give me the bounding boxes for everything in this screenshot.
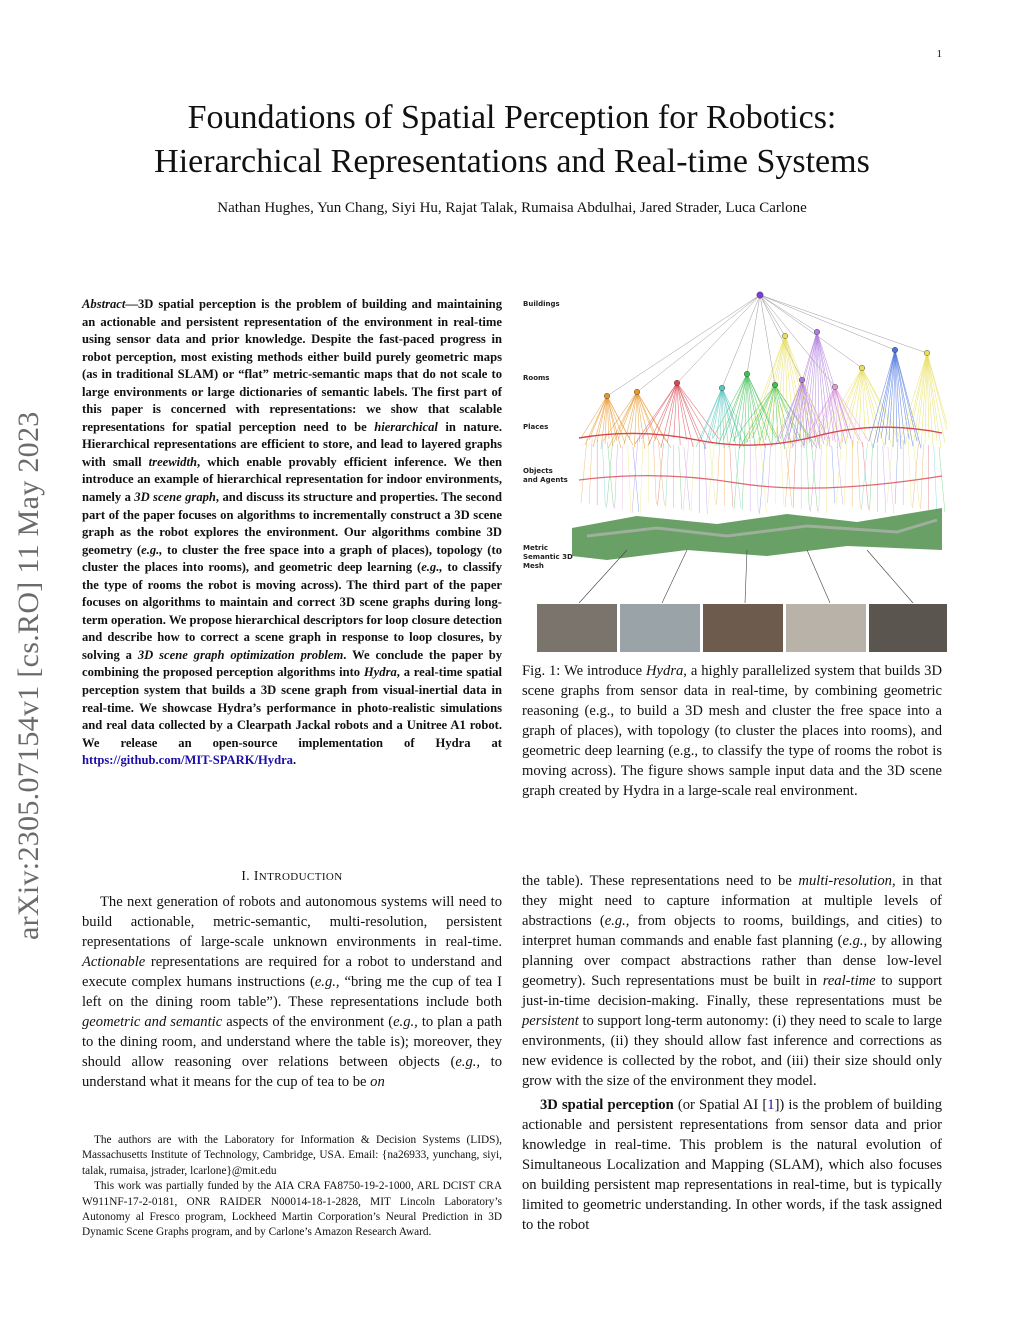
abstract-emphasis: Hydra: [363, 665, 397, 680]
body-emphasis: Actionable: [82, 954, 146, 970]
sample-image: [703, 604, 783, 652]
layer-label-rooms: Rooms: [523, 374, 550, 382]
place-object-edge: [819, 444, 822, 513]
photo-connector: [867, 550, 913, 603]
building-room-edge: [637, 295, 760, 392]
body-emphasis: e.g.,: [393, 1014, 418, 1030]
place-object-edge: [888, 447, 894, 514]
body-text: to support long-term autonomy: (i) they need to scale to large environments, (ii) they should allow fast inference and corrections as new evidence is collected by the robot, and (iii) their size should only grow with the size of the environment they model.: [522, 1013, 942, 1089]
github-link[interactable]: https://github.com/MIT-SPARK/Hydra: [82, 753, 293, 768]
abstract-emphasis: e.g.,: [141, 542, 163, 557]
room-place-edge: [619, 392, 637, 438]
arxiv-identifier: arXiv:2305.07154v1 [cs.RO] 11 May 2023: [12, 411, 45, 940]
section-heading-introduction: [82, 868, 502, 884]
caption-emphasis: Hydra: [646, 663, 684, 679]
room-place-edge: [704, 388, 722, 449]
place-object-edge: [709, 443, 715, 504]
building-room-edge: [760, 295, 817, 332]
building-node: [757, 292, 763, 298]
abstract-emphasis: treewidth: [148, 454, 197, 469]
abstract-text: , which enable provably efficient inference. We then introduce an example of hierarchical representation for indoor environments, namely a: [82, 454, 502, 505]
abstract-emphasis: 3D scene graph optimization problem: [137, 647, 344, 662]
abstract-emphasis: 3D scene graph: [134, 490, 216, 505]
footnotes: [82, 1133, 502, 1241]
room-node: [744, 371, 750, 377]
body-emphasis: e.g.,: [314, 974, 340, 990]
body-text: by allowing planning over compact abstractions rather than dense low-level geometry). Such representations must be built in: [522, 933, 942, 989]
abstract-text: , a real-time spatial perception system that builds a 3D scene graph from visual-inertial data in real-time. We showcase Hydra’s performance in photo-realistic simulations and real data collected by a Clearpath Jackal robots and a Unitree A1 robot. We release an open-source implementation of Hydra at: [82, 665, 503, 750]
abstract-emphasis: hierarchical: [374, 419, 438, 434]
place-object-edge: [786, 447, 792, 506]
place-object-edge: [679, 446, 682, 509]
body-text: to understand what it means for the cup of tea to be: [82, 1054, 503, 1090]
room-place-edge: [654, 383, 677, 441]
introduction-right-column: [522, 871, 942, 1235]
room-place-edge: [901, 353, 927, 438]
room-place-edge: [877, 350, 895, 443]
photo-connector: [807, 550, 830, 603]
place-object-edge: [832, 446, 835, 503]
building-room-edge: [760, 295, 775, 385]
place-object-edge: [717, 444, 720, 505]
place-object-edge: [883, 446, 886, 513]
place-object-edge: [793, 439, 796, 508]
body-emphasis: real-time: [822, 973, 876, 989]
place-object-edge: [640, 439, 643, 514]
paragraph: [522, 871, 942, 1091]
body-emphasis: multi-resolution: [798, 873, 892, 889]
body-text: to plan a path to the dining room, and understand where the table is); moreover, they should allow reasoning over relations between objects (: [82, 1014, 502, 1070]
room-place-edge: [677, 383, 700, 442]
sample-image: [620, 604, 700, 652]
room-node: [674, 380, 680, 386]
building-room-edge: [607, 295, 760, 396]
room-place-edge: [743, 336, 785, 447]
room-place-edge: [661, 383, 677, 448]
room-node: [859, 365, 865, 371]
sample-image: [537, 604, 617, 652]
building-room-edge: [760, 295, 802, 380]
figure-caption: [522, 661, 942, 801]
abstract-text: , and discuss its structure and properties. The second part of the paper focuses on algorithms to incrementally construct a 3D scene graph as the robot explores the environment. Our algorithms combine 3D geometry (: [82, 490, 502, 557]
place-object-edge: [658, 443, 664, 506]
room-node: [892, 347, 898, 353]
room-place-edge: [776, 380, 802, 444]
abstract-text: .: [292, 753, 297, 768]
paragraph: [522, 1095, 942, 1235]
body-emphasis: geometric and semantic: [82, 1014, 223, 1030]
title-line-1: Foundations of Spatial Perception for Robotics:: [187, 99, 837, 136]
place-object-edge: [607, 443, 613, 508]
layer-label-buildings: Buildings: [523, 300, 560, 308]
place-object-edge: [760, 443, 766, 514]
scene-graph-illustration: [517, 288, 947, 653]
abstract-text: to classify the type of rooms the robot is moving across). The third part of the paper focuses on algorithms to maintain and correct 3D scene graphs during long-term operation. We propose hierarchical descriptors for loop closure detection and describe how to correct a scene graph in response to loop closures, by solving a: [82, 560, 502, 662]
place-object-edge: [602, 441, 605, 506]
room-node: [814, 329, 820, 335]
room-place-edge: [641, 383, 677, 439]
place-object-edge: [806, 441, 809, 510]
room-place-edge: [729, 374, 747, 447]
place-object-edge: [844, 439, 847, 506]
layer-label-mesh: Metric Semantic 3D Mesh: [523, 544, 573, 570]
body-emphasis: persistent: [522, 1013, 579, 1029]
footnote-affiliation: The authors are with the Laboratory for Information & Decision Systems (LIDS), Massachusetts Institute of Technology, Cambridge, USA. Email: {na26933, yunchang, siyi, talak, rumaisa, jstrader, lcarlone}@mit.edu: [82, 1134, 502, 1177]
citation-link[interactable]: 1: [767, 1097, 775, 1113]
body-text: The next generation of robots and autonomous systems will need to build actionable, metric-semantic, multi-resolution, persistent representations of large-scale unknown environments in real-time.: [82, 894, 502, 950]
body-bold: 3D spatial perception: [540, 1097, 674, 1113]
photo-connector: [662, 550, 687, 603]
place-object-edge: [939, 447, 945, 512]
place-object-edge: [589, 439, 592, 504]
place-object-edge: [628, 446, 631, 511]
place-object-edge: [691, 439, 694, 512]
body-emphasis: e.g.,: [842, 933, 868, 949]
place-object-edge: [913, 443, 919, 508]
place-object-edge: [704, 441, 707, 514]
introduction-left-column: [82, 892, 502, 1092]
author-list: Nathan Hughes, Yun Chang, Siyi Hu, Rajat Talak, Rumaisa Abdulhai, Jared Strader, Luca Carlone: [217, 200, 807, 216]
room-place-edge: [613, 392, 637, 443]
title-line-2: Hierarchical Representations and Real-time Systems: [154, 143, 870, 180]
place-object-edge: [607, 442, 613, 507]
abstract-text: —3D spatial perception is the problem of building and maintaining an actionable and persistent representation of the environment in real-time using sensor data and prior knowledge. Despite the fast-paced progress in robot perception, most existing methods either build purely geometric maps (as in traditional SLAM) or “flat” metric-semantic maps that do not scale to large environments or large dictionaries of semantic labels. The first part of this paper is concerned with representations: we show that scalable representations for spatial perception need to be: [82, 297, 502, 434]
layer-label-objects-agents: Objects and Agents: [523, 467, 568, 484]
place-object-edge: [730, 446, 733, 507]
section-numeral: I. I: [241, 868, 259, 883]
mesh-layer: [572, 508, 942, 560]
place-object-edge: [913, 442, 919, 507]
sample-image: [786, 604, 866, 652]
room-node: [604, 393, 610, 399]
building-room-edge: [760, 295, 895, 350]
place-object-edge: [709, 442, 715, 503]
body-emphasis: e.g.,: [604, 913, 630, 929]
body-text: representations are required for a robot to understand and execute complex humans instructions (: [82, 954, 502, 990]
photo-connector: [745, 550, 747, 603]
body-text: aspects of the environment (: [222, 1014, 394, 1030]
abstract-label: Abstract: [82, 297, 126, 311]
room-node: [719, 385, 725, 391]
body-emphasis: on: [370, 1074, 385, 1090]
section-title: NTRODUCTION: [258, 871, 343, 883]
footnote-funding: This work was partially funded by the AIA CRA FA8750-19-2-1000, ARL DCIST CRA W911NF-17-2-0181, ONR RAIDER N00014-18-1-2828, MIT Lincoln Laboratory’s Autonomy al Fresco program, Lockheed Martin Corporation’s Neural Prediction in 3D Dynamic Scene Graphs program, and by Carlone’s Amazon Research Award.: [82, 1180, 502, 1239]
place-object-edge: [811, 442, 817, 511]
place-object-edge: [811, 443, 817, 512]
body-text: “bring me the cup of tea I left on the dining room table”). These representations include both: [82, 974, 502, 1010]
abstract-text: in nature. Hierarchical representations are efficient to store, and lead to layered graphs with small: [82, 419, 502, 469]
building-room-edge: [722, 295, 760, 388]
room-node: [799, 377, 805, 383]
objects-layer-path: [579, 476, 942, 488]
place-object-edge: [870, 444, 873, 511]
place-object-edge: [735, 447, 741, 508]
place-object-edge: [653, 441, 656, 504]
place-object-edge: [768, 444, 771, 503]
room-place-edge: [667, 383, 677, 443]
room-node: [782, 333, 788, 339]
room-place-edge: [793, 332, 817, 446]
body-text: to support just-in-time decision-making. Finally, these representations must be: [522, 973, 942, 1009]
room-place-edge: [607, 396, 621, 448]
room-node: [634, 389, 640, 395]
place-object-edge: [895, 439, 898, 504]
place-object-edge: [581, 438, 587, 503]
body-text: from objects to rooms, buildings, and cities) to interpret human commands and enable fast planning (: [522, 913, 942, 949]
room-place-edge: [913, 353, 927, 447]
room-node: [832, 384, 838, 390]
room-place-edge: [708, 388, 722, 444]
place-object-edge: [684, 447, 690, 510]
body-text: ]) is the problem of building actionable and persistent representations from sensor data and prior knowledge in real-time. This problem is the natural evolution of Simultaneous Localization and Mapping (SLAM), which also focuses on building persistent map representations in real-time, but is typically limited to geometric understanding. In other words, if the task assigned to the robot: [522, 1097, 942, 1233]
place-object-edge: [934, 446, 937, 511]
place-object-edge: [908, 441, 911, 506]
place-object-edge: [921, 444, 924, 509]
caption-text: , a highly parallelized system that builds 3D scene graphs from sensor data in real-time, by combining geometric reasoning (e.g., to build a 3D mesh and cluster the free space into a graph of places), with topology (to cluster the places into rooms), and geometric deep learning (e.g., to classify the type of rooms the robot is moving across). The figure shows sample input data and the 3D scene graph created by Hydra in a large-scale real environment.: [522, 663, 942, 799]
sample-image: [869, 604, 947, 652]
figure-hydra-scene-graph: [517, 288, 947, 653]
abstract: [82, 296, 502, 770]
room-place-edge: [749, 336, 785, 442]
room-node: [924, 350, 930, 356]
caption-text: Fig. 1: We introduce: [522, 663, 646, 679]
body-text: (or Spatial AI [: [673, 1097, 768, 1113]
abstract-text: to cluster the free space into a graph of places), topology (to cluster the places into rooms), and geometric deep learning (: [82, 542, 502, 575]
building-room-edge: [760, 295, 785, 336]
body-text: the table). These representations need to be: [522, 873, 799, 889]
place-object-edge: [837, 447, 843, 504]
place-object-edge: [755, 441, 758, 512]
layer-label-places: Places: [523, 423, 549, 431]
room-place-edge: [746, 385, 775, 443]
place-object-edge: [781, 446, 784, 505]
abstract-emphasis: e.g.,: [421, 560, 443, 575]
place-object-edge: [862, 443, 868, 510]
paper-title: [60, 96, 964, 184]
room-place-edge: [839, 368, 862, 447]
room-place-edge: [862, 368, 878, 441]
place-object-edge: [857, 441, 860, 508]
place-object-edge: [658, 442, 664, 505]
place-object-edge: [742, 439, 745, 510]
body-emphasis: e.g.,: [455, 1054, 481, 1070]
building-room-edge: [760, 295, 862, 368]
room-place-edge: [862, 368, 904, 445]
place-object-edge: [760, 442, 766, 513]
room-node: [772, 382, 778, 388]
body-text: , in that they might need to capture information at multiple levels of abstractions (: [522, 873, 942, 929]
abstract-text: . We conclude the paper by combining the proposed perception algorithms into: [82, 647, 503, 680]
room-place-edge: [785, 336, 814, 440]
place-object-edge: [633, 447, 639, 512]
place-object-edge: [862, 442, 868, 509]
page-number: 1: [936, 48, 942, 60]
room-place-edge: [700, 388, 722, 442]
